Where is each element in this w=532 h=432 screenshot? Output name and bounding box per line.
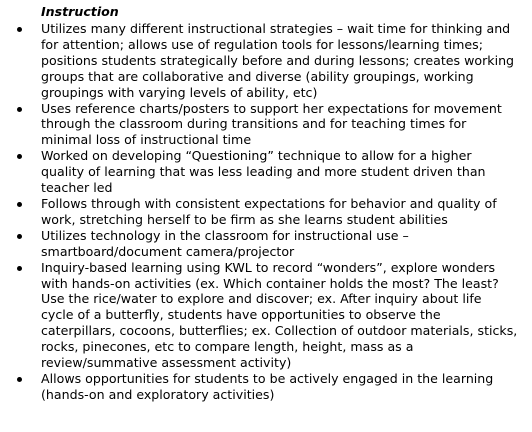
- bullet-list: [0, 21, 532, 403]
- list-item: [0, 260, 532, 371]
- list-item-text: Utilizes many different instructional strategies – wait time for thinking and for attention; allows use of regulation tools for lessons/learning times; positions students strategically before and during lessons; creates working groups that are collaborative and diverse (ability groupings, working groupings with varying levels of ability, etc): [41, 21, 515, 100]
- document-body: [0, 4, 532, 403]
- list-item: [0, 101, 532, 149]
- section-heading: Instruction: [41, 4, 119, 19]
- list-item-text: Allows opportunities for students to be actively engaged in the learning (hands-on and exploratory activities): [41, 370, 494, 402]
- bullet-icon: [17, 202, 22, 207]
- list-item-text: Worked on developing “Questioning” technique to allow for a higher quality of learning that was less leading and more student driven than teacher led: [41, 148, 486, 196]
- list-item: [0, 228, 532, 260]
- list-item: [0, 21, 532, 101]
- list-item-text: Utilizes technology in the classroom for instructional use – smartboard/document camera/projector: [41, 227, 409, 259]
- bullet-icon: [17, 107, 22, 112]
- bullet-icon: [17, 377, 22, 382]
- list-item: [0, 148, 532, 196]
- list-item-text: Follows through with consistent expectations for behavior and quality of work, stretching herself to be firm as she learns student abilities: [41, 195, 497, 227]
- list-item-text: Inquiry-based learning using KWL to record “wonders”, explore wonders with hands-on activities (ex. Which container holds the most? The least? Use the rice/water to explore and discover; ex. After inquiry about life cycle of a butterfly, students have opportunities to observe the caterpillars, cocoons, butterflies; ex. Collection of outdoor materials, sticks, rocks, pinecones, etc to compare length, height, mass as a review/summative assessment activity): [41, 259, 518, 371]
- bullet-icon: [17, 266, 22, 271]
- list-item-text: Uses reference charts/posters to support her expectations for movement through the classroom during transitions and for teaching times for minimal loss of instructional time: [41, 100, 502, 148]
- bullet-icon: [17, 154, 22, 159]
- list-item: [0, 196, 532, 228]
- bullet-icon: [17, 234, 22, 239]
- list-item: [0, 371, 532, 403]
- bullet-icon: [17, 27, 22, 32]
